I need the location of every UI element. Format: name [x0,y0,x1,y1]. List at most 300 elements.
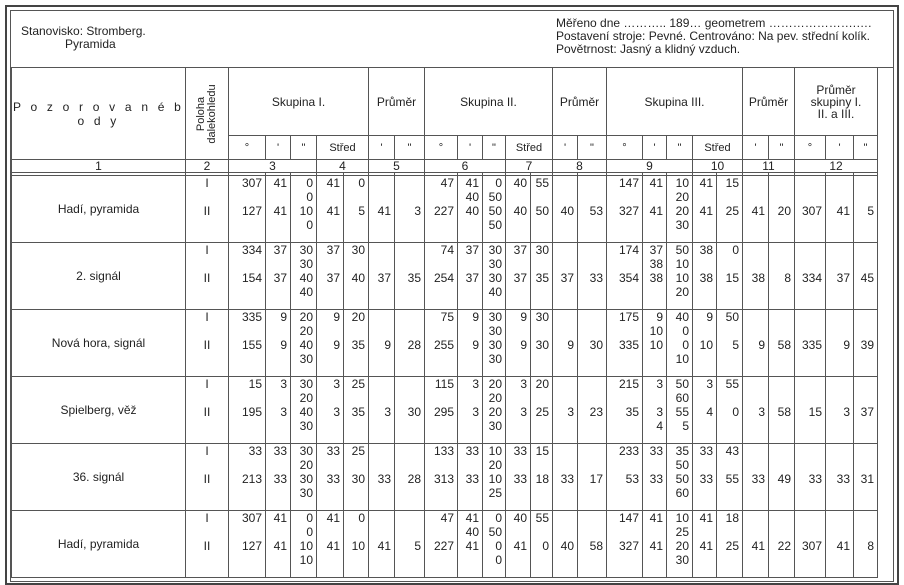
sec-cell-value: 40 [299,271,313,285]
group-min-cell-value [826,511,850,525]
deg-cell-value: 155 [241,338,262,352]
min-cell [266,310,291,377]
stred-min-cell-value: 33 [699,444,713,458]
min-cell [266,511,291,578]
prumer-sec-cell-value [769,190,791,204]
min-cell [458,176,483,243]
group-min-cell [826,243,854,310]
stred-sec-cell-value [717,391,739,405]
sec-cell-value: 0 [495,553,502,567]
group-deg-cell-value [795,190,822,204]
telescope-position [186,243,229,310]
prumer-sec-cell [769,176,795,243]
prumer-min-cell [553,176,578,243]
stred-min-cell-value [506,257,527,271]
sec-cell [667,176,693,243]
sec-cell-value: 35 [675,444,689,458]
group-deg-cell-value [795,324,822,338]
observation-row [12,310,878,377]
min-cell-value: 41 [649,204,663,218]
stred-min-cell-value: 38 [699,243,713,257]
position-II: II [203,539,211,553]
prumer-sec-cell-value [395,243,421,257]
stred-min-cell-value [693,190,713,204]
sec-cell-value: 5 [682,419,689,433]
prumer-sec-cell-value [769,525,791,539]
prumer-sec-cell-value [769,257,791,271]
min-cell-value [266,525,287,539]
sec-cell-value: 10 [488,444,502,458]
min-cell [458,310,483,377]
deg-cell-value: 335 [618,338,639,352]
min-cell-value: 33 [273,444,287,458]
prumer-sec-cell-value [395,176,421,190]
column-numbers-row [12,160,878,173]
deg-cell-value: 354 [618,271,639,285]
min-cell [458,511,483,578]
prumer-min-cell-value [743,257,765,271]
stred-header: Střed [317,136,369,160]
group-deg-cell-value: 335 [801,338,822,352]
group-sec-cell-value: 31 [860,472,874,486]
stred-min-cell-value: 33 [326,472,340,486]
stred-sec-cell-value: 0 [358,511,365,525]
stred-min-cell-value: 9 [333,310,340,324]
prumer-min-cell-value [743,511,765,525]
sec-cell-value: 50 [675,243,689,257]
document-frame [5,5,899,585]
group-sec-cell-value [854,511,874,525]
deg-cell-value [607,458,639,472]
prumer-sec-cell [578,377,607,444]
group-min-cell-value [826,257,850,271]
min-cell-value [458,458,479,472]
prumer-min-cell-value [369,391,391,405]
deg-cell-value [229,190,262,204]
stred-sec-cell [531,310,553,377]
group-deg-cell-value [795,310,822,324]
prumer-min-cell-value [743,190,765,204]
deg-cell-value [607,391,639,405]
min-cell [643,444,667,511]
sec-cell-value: 0 [306,511,313,525]
station-line1: Stanovisko: Stromberg. [21,24,146,38]
min-cell-value: 9 [280,310,287,324]
stred-min-cell-value: 33 [513,444,527,458]
sec-cell-value: 0 [495,511,502,525]
sec-cell-value: 50 [675,377,689,391]
prumer-sec-cell [578,176,607,243]
prumer-sec-cell-value: 53 [589,204,603,218]
group-deg-cell-value [795,391,822,405]
deg-symbol: ° [425,136,458,160]
min-cell [643,310,667,377]
sec-cell-value: 20 [299,310,313,324]
prumer-min-cell-value: 37 [560,271,574,285]
stred-min-cell-value: 33 [326,444,340,458]
group-min-cell-value: 41 [836,204,850,218]
document-inner [10,10,894,582]
skupina2-header: Skupina II. [425,68,553,136]
prumer-sec-cell-value: 33 [589,271,603,285]
position-I: I [205,243,209,257]
deg-cell [607,176,643,243]
min-cell-value: 41 [273,176,287,190]
min-cell-value: 38 [649,271,663,285]
stred-sec-cell-value: 0 [732,243,739,257]
sec-cell-value: 20 [488,405,502,419]
stred-sec-cell-value [531,257,549,271]
min-cell-value: 9 [472,310,479,324]
stred-sec-cell-value [717,525,739,539]
prumer-min-cell-value: 40 [560,539,574,553]
sec-cell-value: 10 [488,472,502,486]
sec-cell [291,243,317,310]
group-deg-cell-value [795,444,822,458]
stred-min-cell-value: 9 [333,338,340,352]
prumer-sec-cell [769,243,795,310]
min-cell-value: 9 [656,310,663,324]
position-spacer [186,190,228,204]
deg-cell [425,511,458,578]
deg-cell [607,511,643,578]
prumer-min-cell-value [743,243,765,257]
prumer-min-cell-value [369,458,391,472]
group-min-cell-value: 9 [843,338,850,352]
stred-sec-cell-value: 35 [535,271,549,285]
min-symbol: ' [826,136,854,160]
stred-min-cell-value: 10 [699,338,713,352]
prumer-sec-cell [395,243,425,310]
deg-cell-value: 127 [241,539,262,553]
stred-sec-cell-value [531,458,549,472]
stred-sec-cell-value [344,458,365,472]
prumer-min-cell-value [743,377,765,391]
stred-sec-cell-value: 25 [351,444,365,458]
stred-sec-cell [531,511,553,578]
deg-cell-value [229,257,262,271]
prumer-min-cell-value [553,391,574,405]
stred-min-cell [506,243,531,310]
sec-cell [291,176,317,243]
prumer-min-cell-value [743,176,765,190]
min-cell-value [458,257,479,271]
stred-sec-cell-value: 5 [732,338,739,352]
min-cell-value: 3 [280,377,287,391]
prumer-sec-cell-value: 5 [414,539,421,553]
deg-cell-value: 334 [241,243,262,257]
min-cell-value [458,324,479,338]
stred-min-cell-value [506,391,527,405]
deg-cell-value [607,525,639,539]
min-cell [643,377,667,444]
deg-cell-value: 327 [618,204,639,218]
observed-points-header: P o z o r o v a n é b o d y [12,68,186,160]
sec-symbol: " [395,136,425,160]
stred-min-cell-value: 41 [699,511,713,525]
deg-cell-value: 47 [440,511,454,525]
column-number: 9 [607,160,693,173]
min-cell-value: 41 [273,511,287,525]
stred-min-cell-value: 40 [513,176,527,190]
group-min-cell-value [826,444,850,458]
column-number: 7 [506,160,553,173]
prumer-sec-cell-value: 28 [407,338,421,352]
group-min-cell [826,511,854,578]
stred-sec-cell-value: 20 [351,310,365,324]
stred-sec-cell [531,243,553,310]
stred-min-cell-value [506,324,527,338]
min-cell-value [643,190,663,204]
stred-min-cell-value: 3 [333,377,340,391]
deg-cell-value [607,190,639,204]
stred-sec-cell-value [531,391,549,405]
stred-sec-cell-value: 50 [725,310,739,324]
group-sec-cell-value [854,391,874,405]
deg-cell-value [425,458,454,472]
prumer-min-cell-value [553,257,574,271]
group-min-cell-value: 3 [843,405,850,419]
min-cell [266,444,291,511]
skupina3-header: Skupina III. [607,68,743,136]
stred-sec-cell-value [344,391,365,405]
prumer-min-cell [743,176,769,243]
sec-cell-value: 20 [675,539,689,553]
observation-row [12,243,878,310]
stred-min-cell-value: 41 [326,539,340,553]
sec-cell-value: 30 [488,338,502,352]
prumer-sec-cell-value [578,190,603,204]
prumer-sec-cell-value [769,176,791,190]
stred-min-cell-value [317,391,340,405]
stred-sec-cell [344,377,369,444]
min-cell-value: 3 [656,377,663,391]
deg-cell [229,176,266,243]
prumer-min-cell-value [553,525,574,539]
min-cell-value: 41 [273,539,287,553]
deg-cell-value: 154 [241,271,262,285]
sec-cell [291,511,317,578]
stred-min-cell [506,377,531,444]
prumer-sec-cell [769,310,795,377]
deg-cell-value: 174 [618,243,639,257]
min-cell [643,511,667,578]
deg-cell [607,377,643,444]
stred-min-cell [693,176,717,243]
prumer-min-cell [553,511,578,578]
group-sec-cell-value [854,444,874,458]
deg-cell [229,511,266,578]
position-II: II [203,338,211,352]
stred-min-cell-value: 37 [513,271,527,285]
min-symbol: ' [743,136,769,160]
min-cell-value: 37 [465,271,479,285]
stred-min-cell-value: 37 [326,271,340,285]
stred-sec-cell-value: 43 [725,444,739,458]
deg-cell-value [229,525,262,539]
group-sec-cell-value: 45 [860,271,874,285]
min-cell-value: 38 [649,257,663,271]
prumer-min-cell-value [743,324,765,338]
stred-min-cell [506,511,531,578]
min-cell-value: 37 [273,271,287,285]
stred-min-cell-value: 41 [326,176,340,190]
deg-cell-value: 33 [248,444,262,458]
observation-row [12,511,878,578]
deg-cell-value [425,391,454,405]
prumer-min-cell [553,444,578,511]
stred-sec-cell [717,310,743,377]
stred-sec-cell [717,243,743,310]
group-min-cell-value [826,458,850,472]
prumer-sec-cell-value [395,310,421,324]
prumer-min-cell-value [553,176,574,190]
prumer-sec-cell-value [578,525,603,539]
stred-min-cell-value [693,324,713,338]
prumer-sec-cell-value [395,324,421,338]
prumer-sec-cell-value [769,391,791,405]
position-II: II [203,472,211,486]
group-min-cell-value [826,310,850,324]
prumer-min-cell-value [553,377,574,391]
stred-sec-cell-value: 50 [535,204,549,218]
stred-min-cell-value: 38 [699,271,713,285]
min-cell [643,243,667,310]
stred-sec-cell-value: 35 [351,405,365,419]
sec-cell [291,377,317,444]
stred-min-cell [506,176,531,243]
meta-setup: Postavení stroje: Pevné. Centrováno: Na pev. střední kolík. [556,29,870,43]
min-cell [458,377,483,444]
position-II: II [203,204,211,218]
column-number: 10 [693,160,743,173]
stred-sec-cell-value [717,190,739,204]
stred-min-cell-value: 3 [706,377,713,391]
deg-cell-value: 147 [618,176,639,190]
prumer-min-cell-value [743,525,765,539]
stred-sec-cell-value: 0 [542,539,549,553]
prumer2-header: Průměr [553,68,607,136]
poloha-label: Poloha dalekohledu [195,83,218,144]
stred-sec-cell [717,176,743,243]
min-cell-value: 41 [465,511,479,525]
sec-cell-value: 55 [675,405,689,419]
prumer-sec-cell-value [578,257,603,271]
stred-sec-cell [717,444,743,511]
prumer-sec-cell-value: 58 [589,539,603,553]
prumer-min-cell [743,377,769,444]
prumer-sec-cell-value [578,391,603,405]
stred-min-cell-value: 3 [520,377,527,391]
min-cell-value: 33 [649,472,663,486]
deg-cell [607,310,643,377]
sec-cell-value: 50 [488,204,502,218]
sec-symbol: " [578,136,607,160]
prumer-sec-cell-value [395,525,421,539]
meta-weather: Povětrnost: Jasný a klidný vzduch. [556,42,741,56]
stred-min-cell [693,243,717,310]
prumer-min-cell-value [743,310,765,324]
prumer-min-cell [369,176,395,243]
group-min-cell-value [826,391,850,405]
sec-cell-value: 50 [675,458,689,472]
observation-table [11,67,878,578]
stred-min-cell [317,310,344,377]
deg-cell-value: 53 [625,472,639,486]
stred-min-cell-value [317,257,340,271]
deg-cell-value: 227 [433,204,454,218]
group-min-cell-value: 33 [836,472,850,486]
sec-cell [483,377,506,444]
deg-cell-value: 307 [241,176,262,190]
stred-min-cell-value [506,458,527,472]
prumer1-header: Průměr [369,68,425,136]
deg-cell-value: 35 [625,405,639,419]
position-I: I [205,310,209,324]
stred-min-cell-value: 41 [513,539,527,553]
min-cell-value: 41 [649,539,663,553]
deg-cell-value: 15 [248,377,262,391]
stred-sec-cell [531,377,553,444]
point-name: 2. signál [12,243,186,310]
stred-min-cell [693,377,717,444]
sec-cell-value: 30 [488,257,502,271]
sec-cell-value: 60 [675,486,689,500]
sec-cell-value: 30 [488,324,502,338]
sec-cell-value: 10 [675,271,689,285]
sec-cell-value: 10 [675,176,689,190]
stred-sec-cell-value: 20 [535,377,549,391]
group-deg-cell-value: 33 [808,472,822,486]
telescope-position [186,310,229,377]
group-min-cell-value [826,324,850,338]
sec-cell-value: 30 [299,419,313,433]
prumer-min-cell-value: 41 [377,204,391,218]
sec-symbol: " [854,136,878,160]
deg-cell-value: 115 [434,377,454,391]
sec-cell-value: 10 [299,204,313,218]
sec-cell-value: 0 [682,338,689,352]
prumer-sec-cell-value: 23 [589,405,603,419]
stred-min-cell-value: 37 [513,243,527,257]
stred-sec-cell-value: 30 [535,243,549,257]
prumer-min-cell-value [553,511,574,525]
prumer-min-cell [743,511,769,578]
deg-cell-value [425,324,454,338]
stred-min-cell-value [317,458,340,472]
prumer-min-cell [369,444,395,511]
prumer-min-cell-value [553,324,574,338]
sec-cell-value: 40 [488,285,502,299]
deg-cell-value: 213 [241,472,262,486]
deg-cell [425,176,458,243]
deg-cell-value [425,257,454,271]
sec-cell-value: 20 [299,458,313,472]
group-min-cell-value [826,190,850,204]
deg-cell-value [229,458,262,472]
sec-cell-value: 30 [488,271,502,285]
observation-row [12,377,878,444]
position-spacer [186,324,228,338]
stred-min-cell-value: 9 [520,310,527,324]
stred-sec-cell-value: 30 [535,310,549,324]
deg-cell-value [425,525,454,539]
sec-cell-value: 30 [299,243,313,257]
prumer-sec-cell-value [395,257,421,271]
prumer-min-cell-value: 3 [567,405,574,419]
min-cell-value: 10 [649,324,663,338]
prumer-sec-cell [395,511,425,578]
